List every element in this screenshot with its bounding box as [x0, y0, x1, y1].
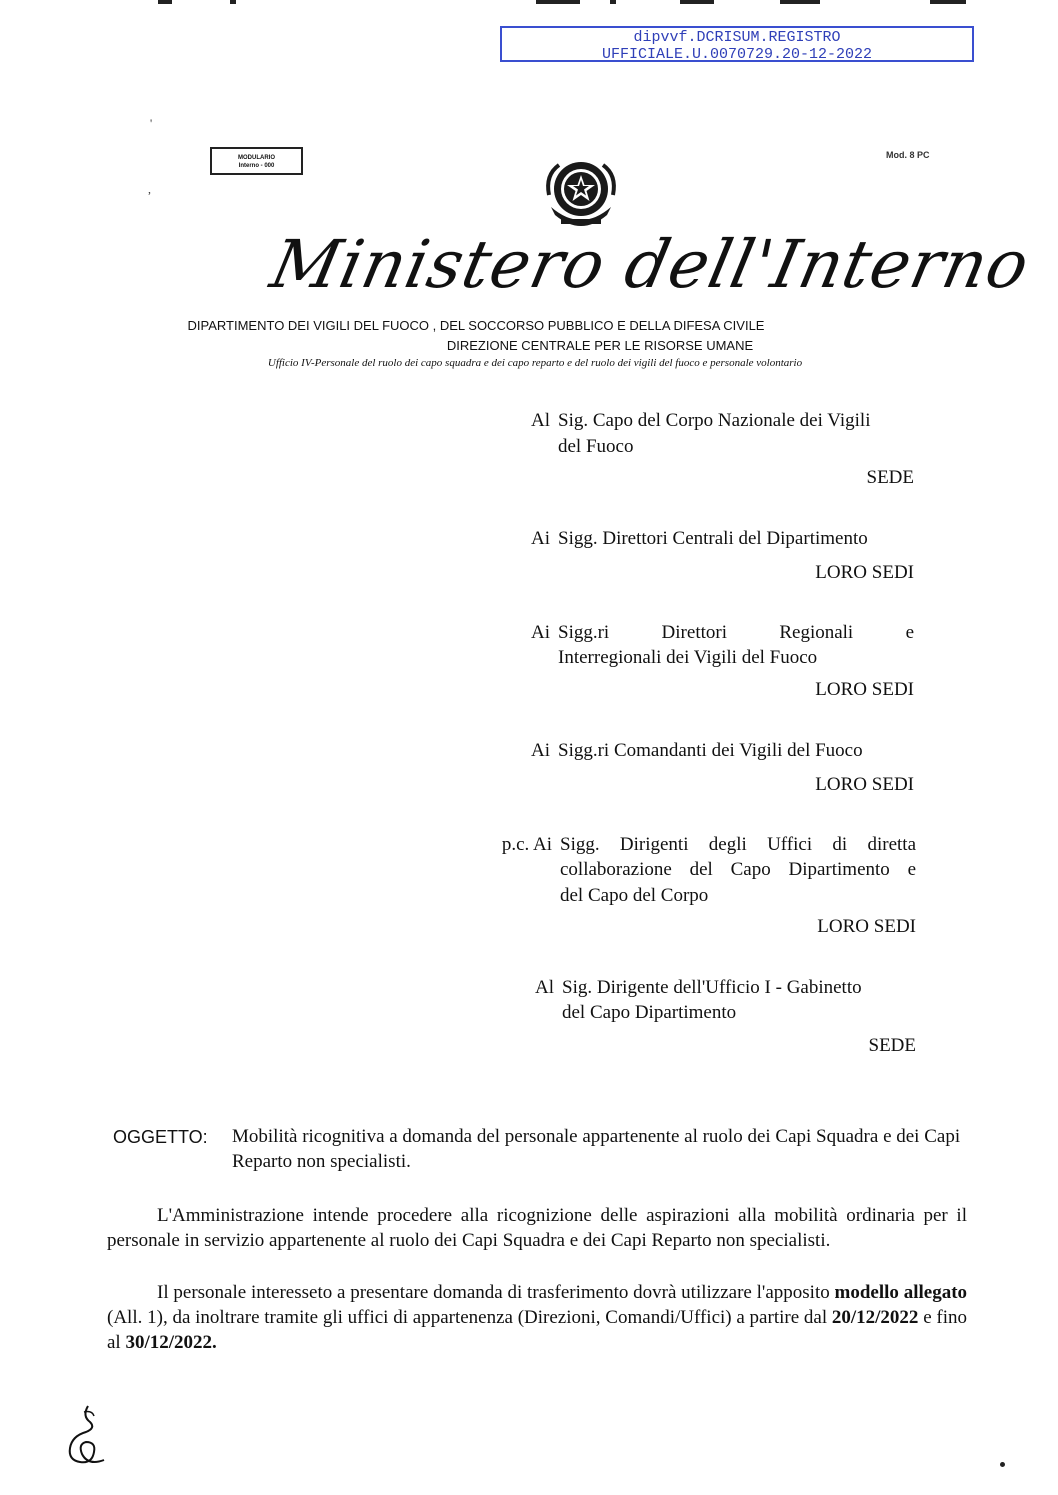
form-box-line-2: Interno - 000: [238, 163, 275, 169]
form-box: [210, 147, 303, 175]
addressee-line-1: Sig. Dirigente dell'Ufficio I - Gabinetto: [562, 977, 862, 998]
addressee-line-2: Interregionali dei Vigili del Fuoco: [558, 647, 818, 668]
italian-republic-emblem-icon: [541, 155, 621, 235]
body-text: Il personale interesseto a presentare domanda di trasferimento dovrà utilizzare l'apposito: [157, 1282, 830, 1303]
ministry-title: Ministero dell'Interno: [264, 226, 1037, 303]
body-paragraph-1-text: L'Amministrazione intende procedere alla ricognizione delle aspirazioni alla mobilità ordinaria per il personale in servizio appartenente al ruolo dei Capi Squadra e dei Capi Reparto non specialisti.: [107, 1205, 967, 1251]
subject-label: OGGETTO:: [113, 1127, 208, 1147]
addressee-line-1: Sig. Capo del Corpo Nazionale dei Vigili: [558, 410, 871, 431]
body-bold-date: 20/12/2022: [831, 1307, 919, 1328]
handwritten-initial-icon: [58, 1402, 118, 1472]
addressee-prefix: Ai: [531, 740, 550, 761]
scan-speck: ,: [148, 182, 151, 196]
body-paragraph-1: [107, 1203, 967, 1253]
body-text: e fino al: [107, 1307, 968, 1353]
addressee-location: LORO SEDI: [815, 679, 914, 700]
model-code: Mod. 8 PC: [886, 150, 930, 160]
addressee-prefix: Ai: [531, 622, 550, 643]
office-name: Ufficio IV-Personale del ruolo dei capo squadra e dei capo reparto e del ruolo dei vigili del fuoco e personale volontario: [267, 357, 803, 369]
addressee-prefix: p.c. Ai: [501, 834, 552, 855]
body-bold-date: 30/12/2022.: [125, 1332, 217, 1353]
scan-speck: [1000, 1462, 1005, 1467]
addressee-line-1: Sigg.ri Comandanti dei Vigili del Fuoco: [558, 740, 863, 761]
addressee-prefix: Al: [535, 977, 554, 998]
addressee-location: LORO SEDI: [815, 774, 914, 795]
addressee-line-2: del Capo Dipartimento: [562, 1002, 737, 1023]
protocol-line-1: dipvvf.DCRISUM.REGISTRO: [633, 29, 841, 46]
addressee-line-2: del Fuoco: [558, 436, 634, 457]
addressee-location: SEDE: [866, 467, 914, 488]
body-text: (All. 1), da inoltrare tramite gli uffici di appartenenza (Direzioni, Comandi/Uffici) a partire dal: [107, 1307, 828, 1328]
subject-text: Mobilità ricognitiva a domanda del personale appartenente al ruolo dei Capi Squadra e dei Capi Reparto non specialisti.: [232, 1126, 961, 1172]
addressee-location: LORO SEDI: [815, 562, 914, 583]
protocol-line-2: UFFICIALE.U.0070729.20-12-2022: [601, 46, 873, 63]
top-scan-marks: [150, 0, 970, 6]
protocol-stamp: [500, 26, 974, 62]
addressee-line-1: Sigg. Dirigenti degli Uffici di diretta: [560, 834, 916, 855]
addressee-line-1: Sigg. Direttori Centrali del Dipartimento: [558, 528, 868, 549]
scan-speck: ': [150, 116, 153, 130]
body-paragraph-2: [107, 1280, 967, 1355]
direction-name: DIREZIONE CENTRALE PER LE RISORSE UMANE: [446, 338, 754, 353]
addressee-line-2: collaborazione del Capo Dipartimento e: [560, 859, 916, 880]
addressee-location: LORO SEDI: [817, 916, 916, 937]
addressee-line-1: Sigg.ri Direttori Regionali e: [558, 622, 914, 643]
addressee-line-3: del Capo del Corpo: [560, 885, 709, 906]
addressee-prefix: Al: [531, 410, 550, 431]
form-box-line-1: MODULARIO: [238, 155, 275, 161]
department-name: DIPARTIMENTO DEI VIGILI DEL FUOCO , DEL SOCCORSO PUBBLICO E DELLA DIFESA CIVILE: [187, 318, 765, 333]
body-bold-text: modello allegato: [834, 1282, 968, 1303]
addressee-location: SEDE: [868, 1035, 916, 1056]
addressee-prefix: Ai: [531, 528, 550, 549]
